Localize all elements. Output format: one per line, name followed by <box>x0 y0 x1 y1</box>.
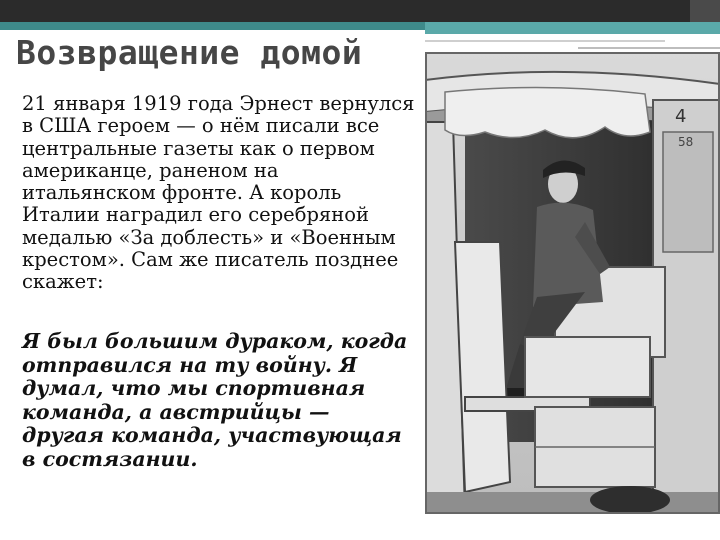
hemingway-quote: Я был большим дураком, когда отправился на ту войну. Я думал, что мы спортивная команда, а австрийцы — другая команда, участвующая в состязании. <box>22 329 408 471</box>
truck-marking-code: 58 <box>678 135 694 149</box>
decorative-line <box>425 40 665 42</box>
truck-marking-number: 4 <box>675 106 687 127</box>
photo-hemingway-ambulance <box>425 52 720 514</box>
top-dark-bar <box>0 0 720 22</box>
page-title: Возвращение домой <box>16 33 363 72</box>
decorative-line-2 <box>578 47 720 49</box>
body-paragraph: 21 января 1919 года Эрнест вернулся в США героем — о нём писали все центральные газеты как о первом американце, раненом на итальянском фронте. А король Италии наградил его серебряной медалью «За доблесть» и «Военным крестом». Сам же писатель позднее скажет: <box>22 92 415 294</box>
top-teal-bar-light <box>425 22 720 34</box>
top-dark-bar-accent <box>690 0 720 22</box>
